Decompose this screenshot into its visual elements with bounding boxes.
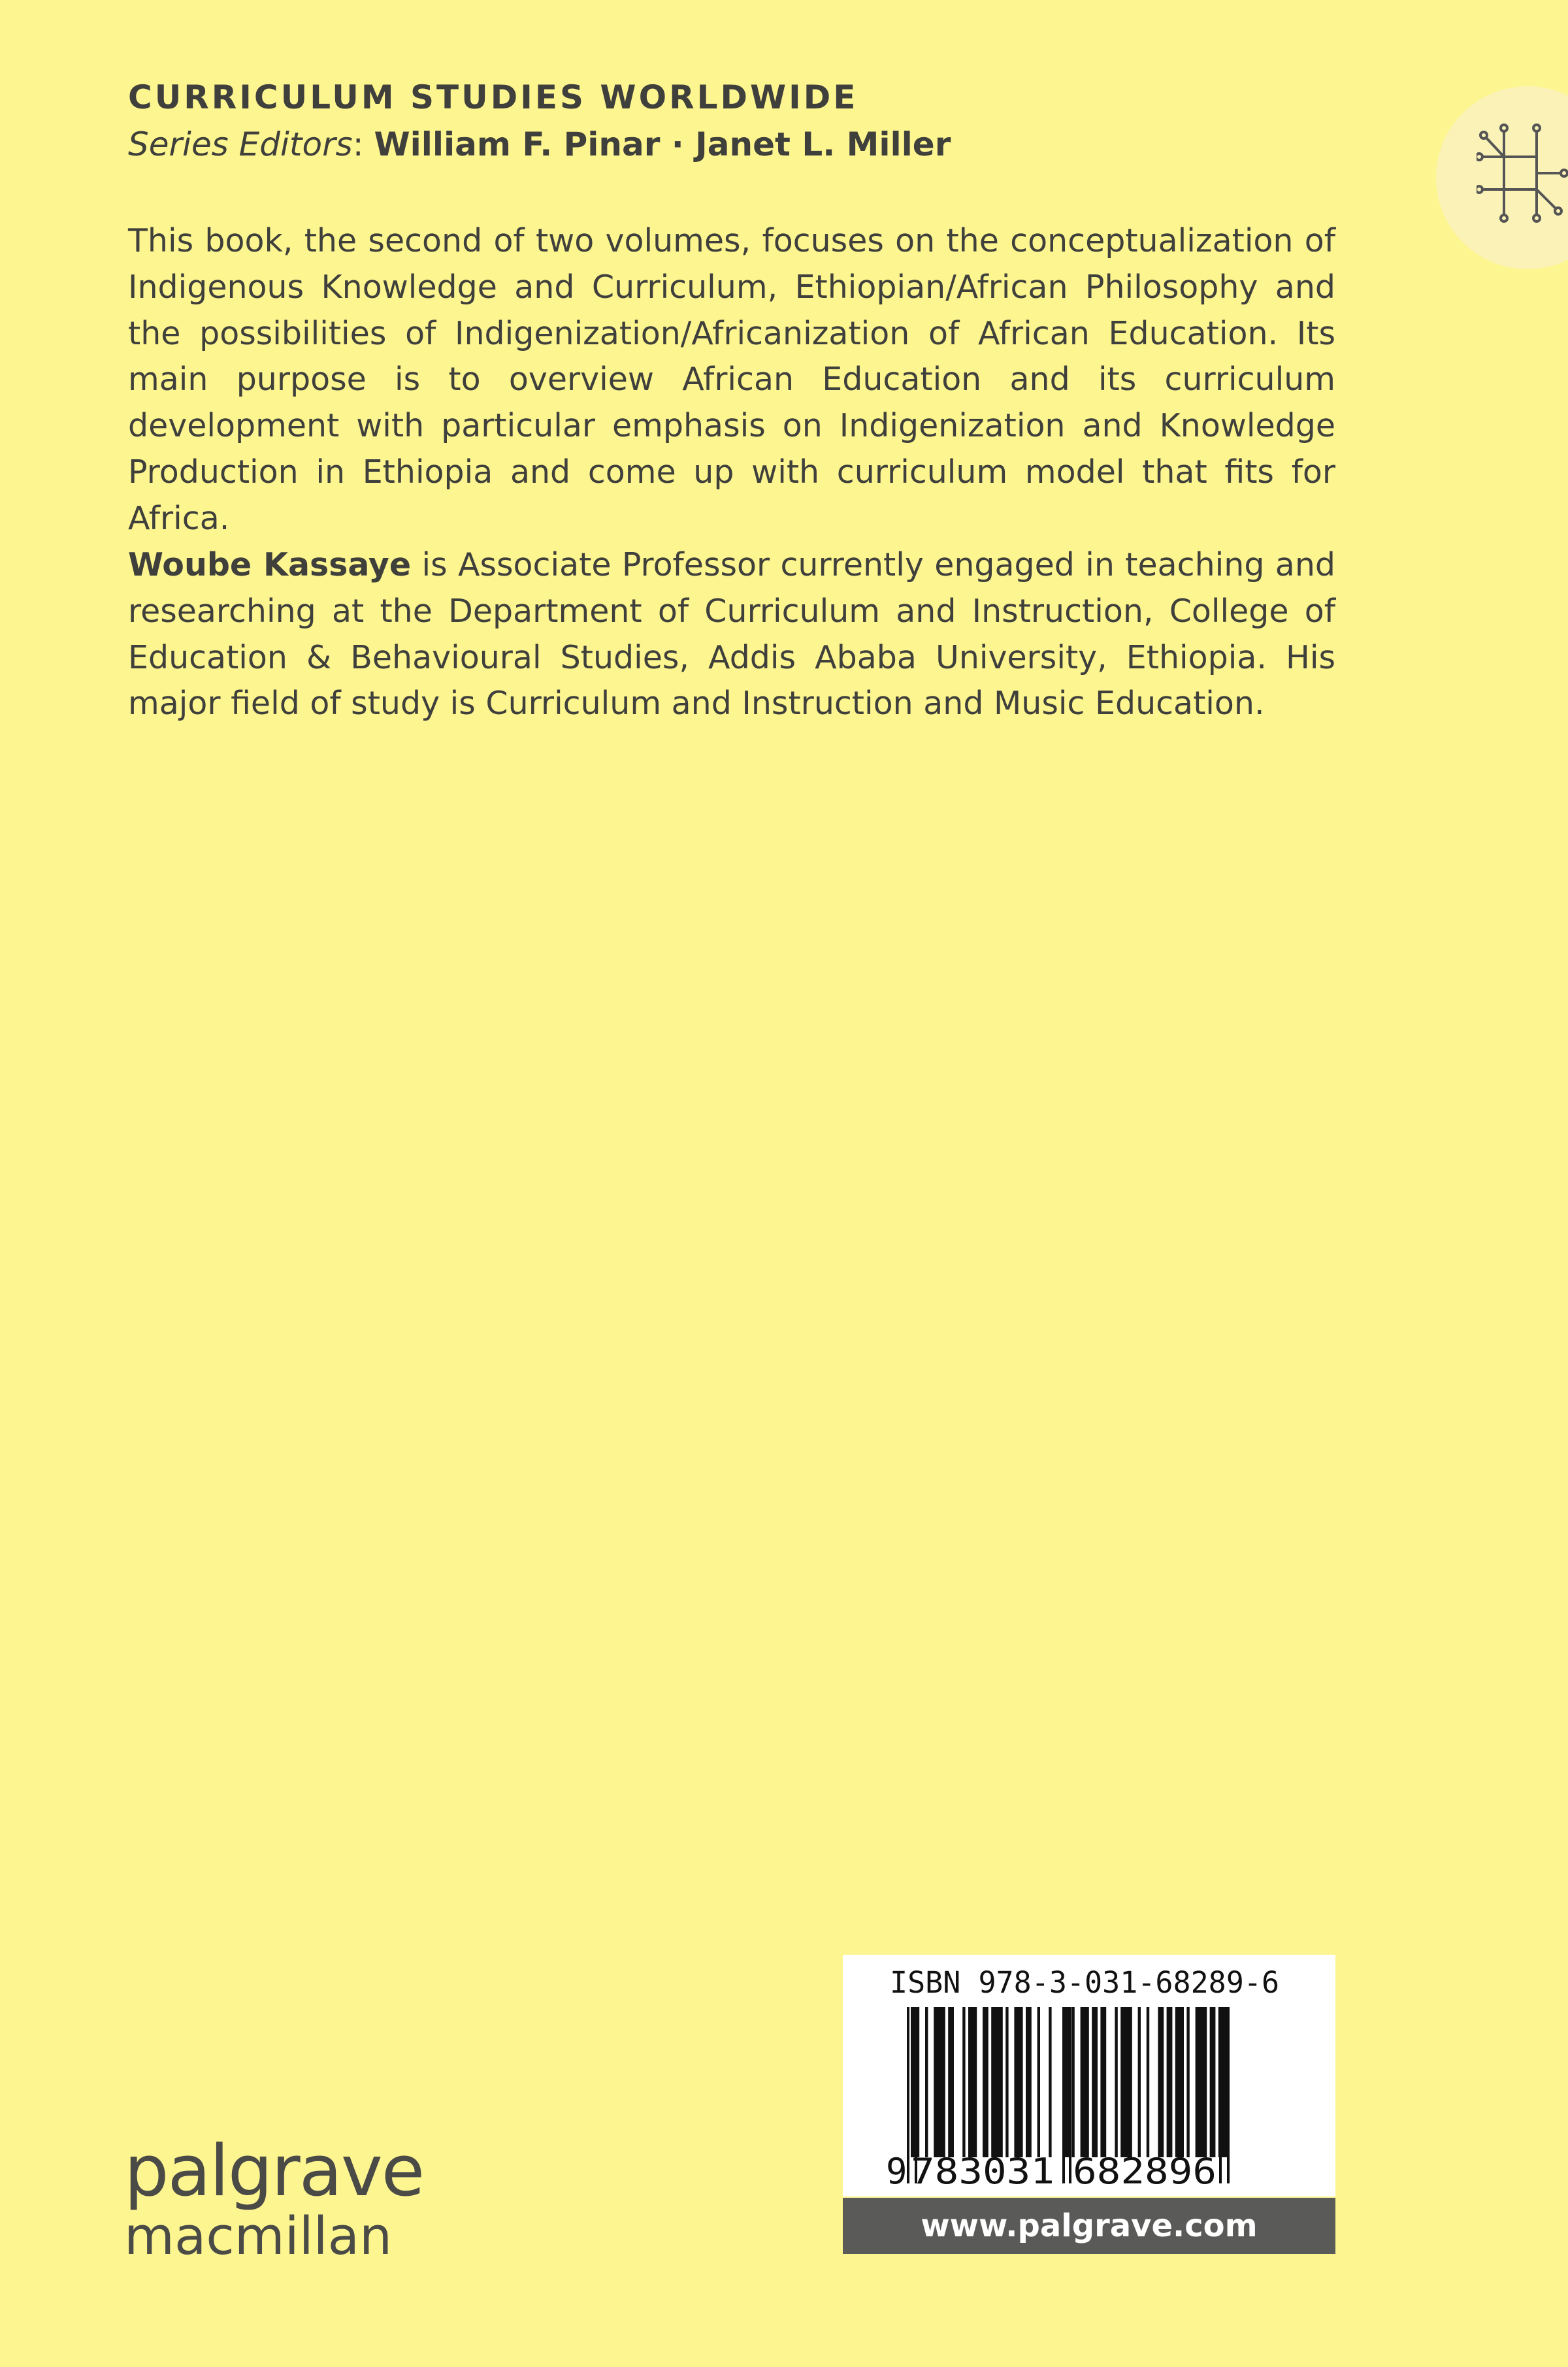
barcode-bar bbox=[925, 2007, 928, 2157]
palgrave-network-icon bbox=[1436, 86, 1568, 269]
series-editors bbox=[128, 125, 951, 163]
barcode-bar bbox=[948, 2007, 954, 2157]
barcode-bar bbox=[1175, 2007, 1184, 2157]
publisher-url: www.palgrave.com bbox=[843, 2198, 1335, 2254]
barcode-bar bbox=[962, 2007, 965, 2157]
publisher-logo bbox=[124, 2130, 424, 2266]
barcode-bar bbox=[1186, 2007, 1189, 2157]
book-description: This book, the second of two volumes, focuses on the conceptualization of Indigenous Knowledge and Curriculum, Ethiopian/African Philosophy and the possibilities of Indigenization/Africanization of African Education. Its main purpose is to overview African Education and its curriculum development with particular emphasis on Indigenization and Knowledge Production in Ethiopia and come up with curriculum model that fits for Africa. bbox=[128, 222, 1335, 537]
barcode-bar bbox=[1049, 2007, 1051, 2157]
network-icon-graphic bbox=[1477, 111, 1568, 235]
barcode-digits-right: 682896 bbox=[1073, 2151, 1217, 2192]
barcode-bar bbox=[1005, 2007, 1008, 2157]
series-heading: CURRICULUM STUDIES WORLDWIDE bbox=[128, 78, 858, 116]
publisher-logo-line2: macmillan bbox=[124, 2206, 393, 2266]
series-editors-label: Series Editors bbox=[128, 125, 353, 163]
barcode-bar bbox=[1138, 2007, 1141, 2157]
barcode-guard-bar bbox=[1062, 2007, 1065, 2183]
barcode-bar bbox=[1147, 2007, 1149, 2157]
barcode-bar bbox=[1037, 2007, 1040, 2157]
barcode-bar bbox=[1026, 2007, 1032, 2157]
barcode-box bbox=[843, 1955, 1335, 2196]
barcode-guard-bar bbox=[1227, 2007, 1230, 2183]
series-editors-separator: : bbox=[352, 125, 374, 163]
barcode-guard-bar bbox=[1219, 2007, 1222, 2183]
barcode-bar bbox=[934, 2007, 945, 2157]
barcode-digits-left: 783031 bbox=[911, 2151, 1054, 2192]
barcode-bar bbox=[1115, 2007, 1117, 2157]
barcode-bar bbox=[1092, 2007, 1098, 2157]
barcode-bar bbox=[1210, 2007, 1216, 2157]
publisher-logo-line1: palgrave bbox=[124, 2130, 424, 2212]
barcode-guard-bar bbox=[1069, 2007, 1071, 2183]
barcode-bar bbox=[1196, 2007, 1207, 2157]
barcode-bar bbox=[1120, 2007, 1132, 2157]
barcode-bar bbox=[968, 2007, 977, 2157]
barcode-bar bbox=[1081, 2007, 1089, 2157]
isbn-number: ISBN 978-3-031-68289-6 bbox=[890, 1965, 1280, 2000]
barcode-bar bbox=[1167, 2007, 1173, 2157]
barcode-bar bbox=[983, 2007, 988, 2157]
barcode-guard-bar bbox=[907, 2007, 909, 2183]
barcode-bar bbox=[991, 2007, 1003, 2157]
author-bio bbox=[128, 542, 1335, 727]
author-bio-text: is Associate Professor currently engaged in teaching and researching at the Department of Curriculum and Instruction, College of Education & Behavioural Studies, Addis Ababa University, Ethiopia. His major field of study is Curriculum and Instruction and Music Education. bbox=[128, 546, 1335, 723]
barcode-bar bbox=[1158, 2007, 1164, 2157]
barcode-bar bbox=[1071, 2007, 1074, 2157]
barcode-digit-prefix: 9 bbox=[886, 2151, 907, 2192]
author-name: Woube Kassaye bbox=[128, 546, 412, 583]
barcode-bar bbox=[1014, 2007, 1022, 2157]
series-editors-names: William F. Pinar · Janet L. Miller bbox=[374, 125, 951, 163]
barcode-bar bbox=[1100, 2007, 1106, 2157]
